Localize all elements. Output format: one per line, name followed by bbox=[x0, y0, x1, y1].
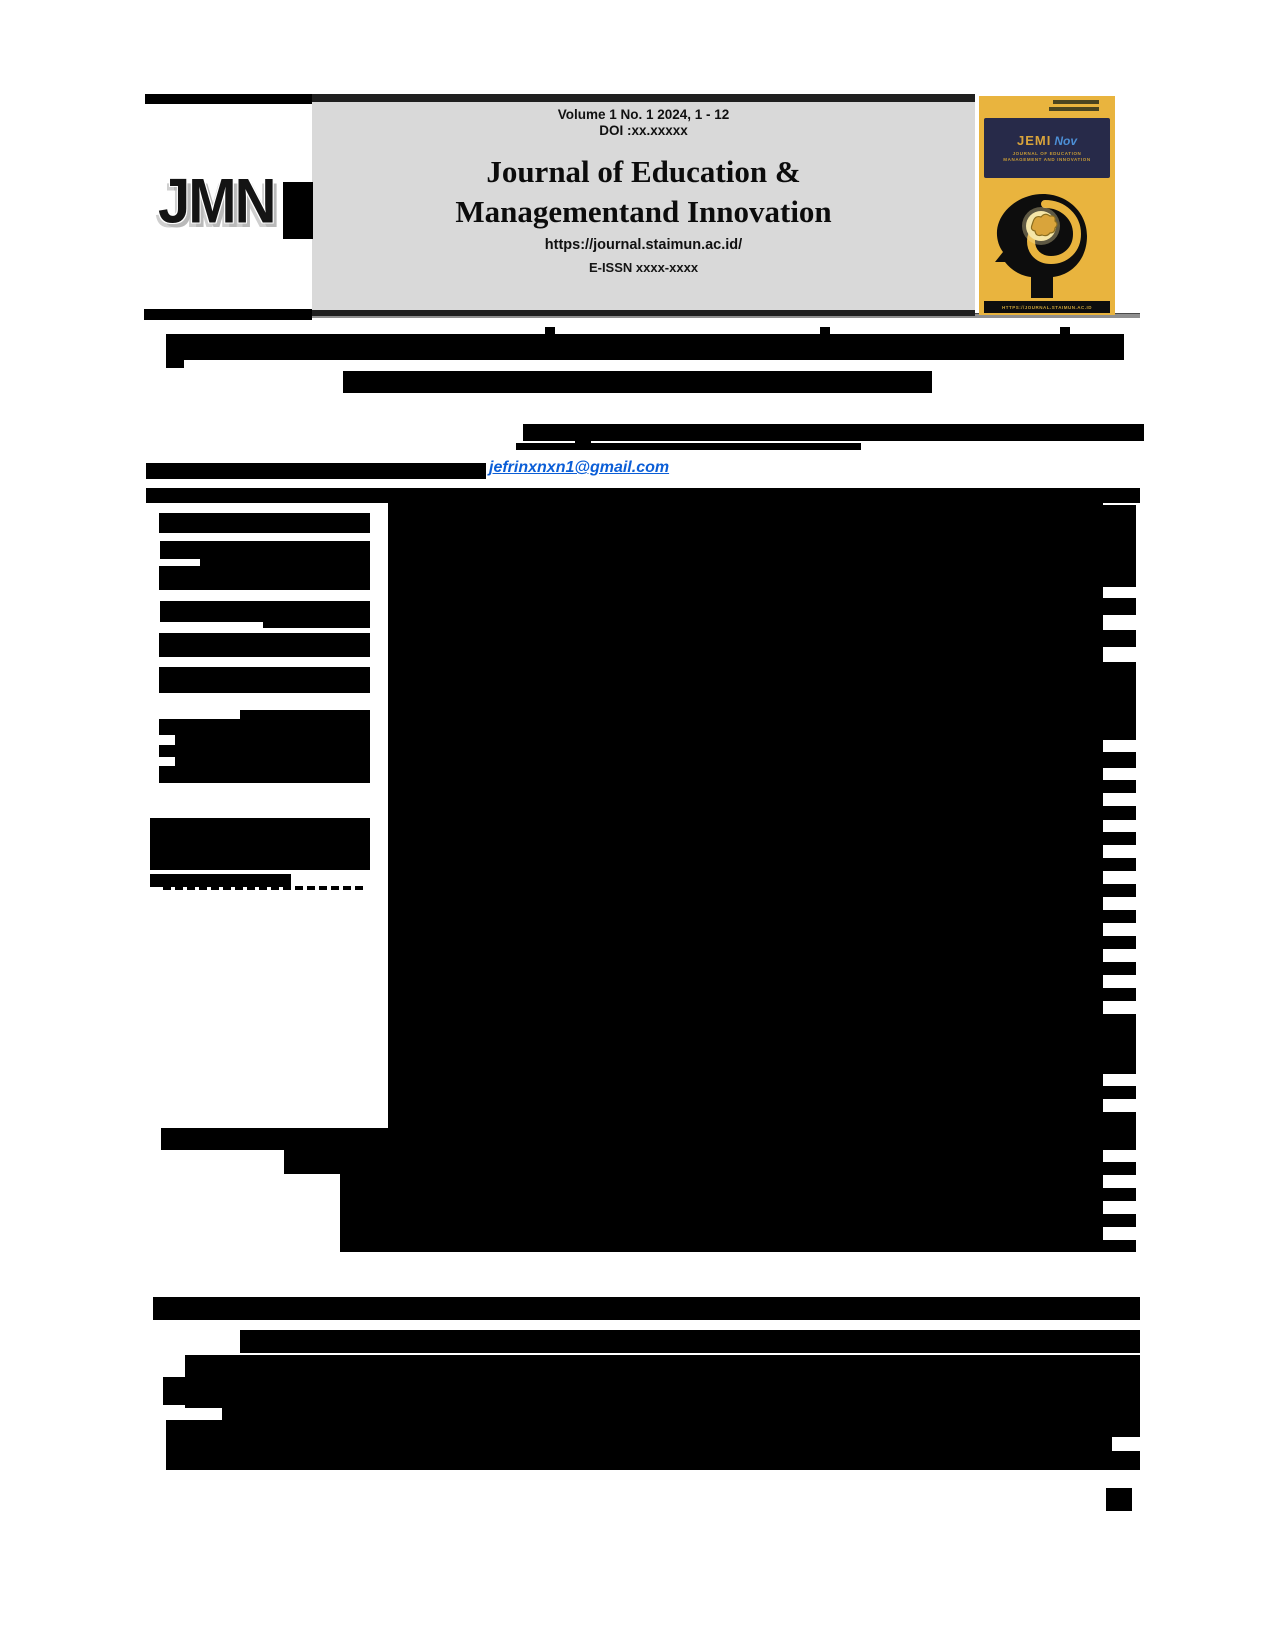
redacted-text bbox=[161, 1128, 1103, 1150]
journal-header-box bbox=[312, 94, 975, 316]
redacted-text bbox=[1103, 1240, 1136, 1252]
redacted-text bbox=[1106, 1488, 1132, 1511]
redacted-text bbox=[1103, 1188, 1136, 1201]
redacted-text bbox=[150, 874, 291, 887]
redacted-text bbox=[1103, 1014, 1136, 1074]
cover-subtitle-line1: JOURNAL OF EDUCATION bbox=[1012, 151, 1082, 156]
redacted-text bbox=[1103, 1162, 1136, 1175]
redacted-text bbox=[163, 1377, 185, 1405]
head-spiral-illustration-icon bbox=[987, 180, 1105, 298]
redacted-text bbox=[159, 719, 370, 783]
redacted-text bbox=[545, 327, 555, 335]
cover-brand-mark: Nov bbox=[1054, 134, 1077, 148]
cover-issn-mark-2 bbox=[1049, 107, 1099, 111]
journal-url: https://journal.staimun.ac.id/ bbox=[544, 237, 743, 253]
redacted-text bbox=[1103, 858, 1136, 871]
redacted-text bbox=[146, 488, 1140, 503]
journal-title-line2: Managementand Innovation bbox=[455, 194, 832, 229]
redacted-text bbox=[144, 309, 312, 320]
redacted-text bbox=[1103, 962, 1136, 975]
redacted-text bbox=[200, 559, 370, 566]
redacted-text bbox=[150, 818, 370, 870]
redacted-text bbox=[340, 1174, 1103, 1252]
redacted-text bbox=[160, 601, 370, 622]
redacted-text bbox=[240, 710, 370, 719]
redacted-text bbox=[166, 360, 184, 368]
redacted-text bbox=[1060, 327, 1070, 335]
journal-title bbox=[312, 152, 975, 232]
cover-title-panel bbox=[984, 118, 1110, 178]
eissn-line: E-ISSN xxxx-xxxx bbox=[588, 260, 699, 275]
jmn-logo: JMN bbox=[158, 166, 275, 237]
redacted-text bbox=[1103, 1214, 1136, 1227]
redacted-text bbox=[1103, 936, 1136, 949]
cover-issn-mark-1 bbox=[1053, 100, 1099, 104]
redacted-text bbox=[222, 1408, 1140, 1420]
redacted-text bbox=[159, 513, 370, 533]
redacted-text bbox=[166, 1420, 1140, 1470]
redacted-text bbox=[1103, 1086, 1136, 1099]
redacted-text bbox=[159, 566, 370, 590]
redacted-text bbox=[1103, 910, 1136, 923]
redaction-gap bbox=[159, 757, 175, 766]
redacted-text bbox=[145, 94, 312, 104]
redacted-text bbox=[523, 424, 1144, 441]
redacted-text bbox=[146, 463, 486, 479]
redacted-text bbox=[284, 1150, 1103, 1174]
cover-brand: JEMI bbox=[1016, 133, 1052, 148]
redacted-text bbox=[820, 327, 830, 335]
redacted-text bbox=[1103, 884, 1136, 897]
redacted-text bbox=[1103, 780, 1136, 793]
redacted-text bbox=[1103, 832, 1136, 845]
redacted-text bbox=[1103, 598, 1136, 615]
redacted-text bbox=[185, 1355, 1140, 1408]
redacted-text bbox=[1103, 662, 1136, 740]
cover-footer-url: HTTPS://JOURNAL.STAIMUN.AC.ID bbox=[984, 301, 1110, 313]
redacted-text bbox=[160, 541, 370, 559]
redacted-text bbox=[516, 443, 861, 450]
author-email-link[interactable]: jefrinxnxn1@gmail.com bbox=[489, 459, 670, 476]
doi-line: DOI :xx.xxxxx bbox=[599, 123, 688, 138]
journal-title-line1: Journal of Education & bbox=[486, 154, 801, 189]
redacted-text bbox=[1103, 1112, 1136, 1150]
redaction-gap bbox=[1112, 1437, 1140, 1451]
redacted-text bbox=[240, 1330, 1140, 1353]
redacted-text bbox=[1103, 630, 1136, 647]
redacted-text bbox=[159, 667, 370, 693]
redacted-text bbox=[159, 633, 370, 657]
redacted-text bbox=[388, 503, 1103, 1128]
redacted-text bbox=[1103, 505, 1136, 587]
redacted-text bbox=[283, 182, 313, 239]
volume-line: Volume 1 No. 1 2024, 1 - 12 bbox=[557, 107, 730, 122]
redacted-text bbox=[263, 622, 370, 628]
redacted-text bbox=[1103, 988, 1136, 1001]
journal-cover-thumbnail bbox=[979, 96, 1115, 315]
redacted-text bbox=[1103, 806, 1136, 820]
redacted-text bbox=[343, 371, 932, 393]
redaction-gap bbox=[159, 735, 175, 745]
redacted-text bbox=[1103, 752, 1136, 768]
redacted-text bbox=[153, 1297, 1140, 1320]
cover-subtitle-line2: MANAGEMENT AND INNOVATION bbox=[1003, 157, 1091, 162]
redacted-text bbox=[166, 334, 1124, 360]
